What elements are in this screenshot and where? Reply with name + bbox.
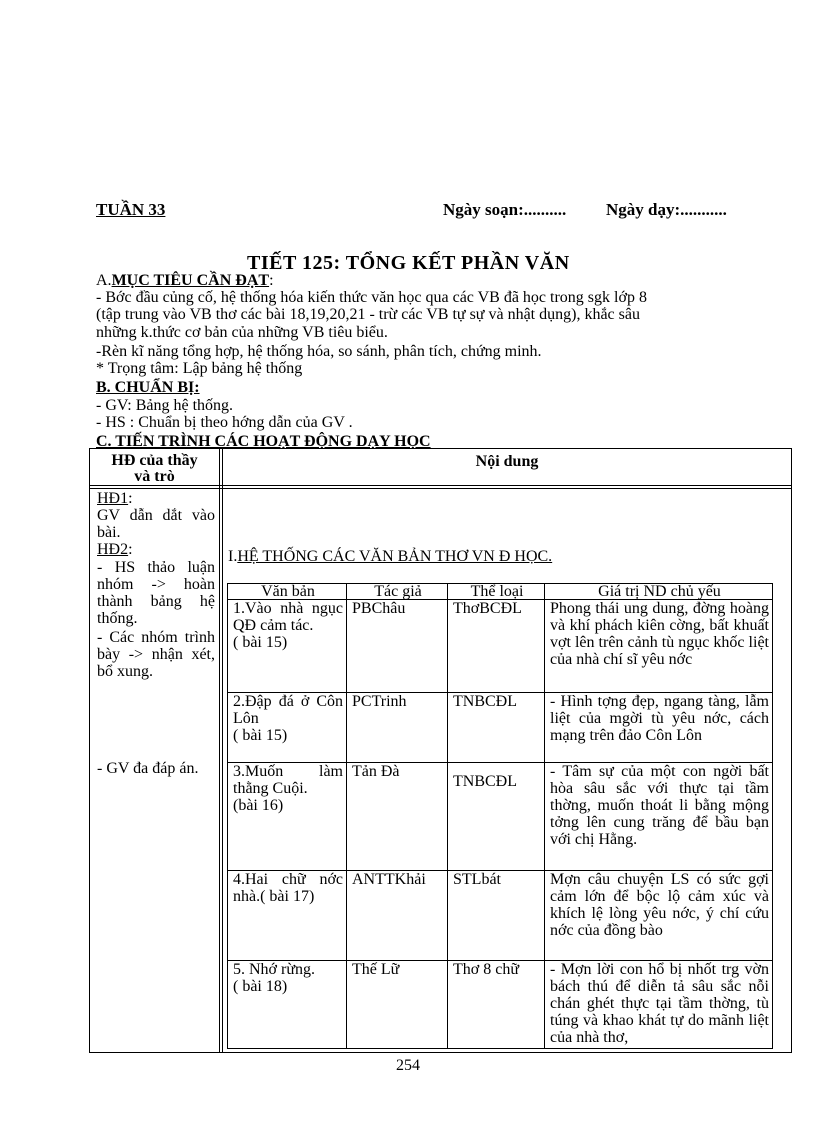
objectives-heading: A.MỤC TIÊU CẦN ĐẠT: [96, 272, 274, 289]
genre-cell: STLbát [448, 871, 545, 961]
table-header-row [228, 584, 773, 600]
work-cell: 1.Vào nhà ngục QĐ cảm tác. ( bài 15) [228, 600, 347, 693]
genre-cell: TNBCĐL [448, 763, 545, 871]
content-cell: - Hình tợng đẹp, ngang tàng, lẫm liệt của mgời tù yêu nớc, cách mạng trên đảo Côn Lôn [545, 693, 773, 763]
activity-2: HĐ2: [97, 541, 133, 558]
column-divider [219, 449, 220, 1052]
work-cell: 4.Hai chữ nớc nhà.( bài 17) [228, 871, 347, 961]
table-row [228, 961, 773, 1049]
activity-2-text: - Các nhóm trình bày -> nhận xét, bổ xung. [97, 629, 215, 680]
focus-line: * Trọng tâm: Lập bảng hệ thống [96, 360, 303, 377]
header-cell: Giá trị ND chủ yếu [545, 584, 773, 600]
content-cell: - Mợn lời con hổ bị nhốt trg vờn bách thú để diễn tả sâu sắc nỗi chán ghét thực tại tầm thờng, tù túng và khao khát tự do mãnh liệt của nhà thơ, [545, 961, 773, 1049]
table-row [228, 600, 773, 693]
process-heading: C. TIẾN TRÌNH CÁC HOẠT ĐỘNG DẠY HỌC [96, 433, 431, 450]
genre-cell: TNBCĐL [448, 693, 545, 763]
preparation-hs: - HS : Chuẩn bị theo hớng dẫn của GV . [96, 414, 353, 431]
column-divider [222, 449, 223, 1052]
section-title: I.HỆ THỐNG CÁC VĂN BẢN THƠ VN Đ HỌC. [228, 548, 553, 565]
content-cell: Mợn câu chuyện LS có sức gợi cảm lớn để bộc lộ cảm xúc và khích lệ lòng yêu nớc, ý chí cứu nớc của đồng bào [545, 871, 773, 961]
preparation-heading: B. CHUẨN BỊ: [96, 379, 200, 396]
prep-date: Ngày soạn:.......... [443, 200, 567, 219]
content-cell: Phong thái ung dung, đờng hoàng và khí phách kiên cờng, bất khuất vợt lên trên cảnh tù ngục khốc liệt của nhà chí sĩ yêu nớc [545, 600, 773, 693]
author-cell: PBChâu [347, 600, 448, 693]
author-cell: Tản Đà [347, 763, 448, 871]
teach-date: Ngày dạy:........... [606, 200, 727, 219]
work-cell: 3.Muốn làm thằng Cuội. (bài 16) [228, 763, 347, 871]
table-row [228, 693, 773, 763]
page-number: 254 [396, 1057, 420, 1074]
table-row [228, 763, 773, 871]
author-cell: Thế Lữ [347, 961, 448, 1049]
genre-cell: ThơBCĐL [448, 600, 545, 693]
table-row [228, 871, 773, 961]
activity-1: HĐ1: [97, 490, 133, 507]
activity-3-text: - GV đa đáp án. [97, 760, 199, 777]
header-cell: Tác giả [347, 584, 448, 600]
genre-cell: Thơ 8 chữ [448, 961, 545, 1049]
activity-1-text: GV dẫn dắt vào bài. [97, 507, 215, 541]
preparation-gv: - GV: Bảng hệ thống. [96, 397, 234, 414]
poetry-summary-table [227, 583, 773, 1049]
header-divider [90, 485, 791, 486]
objective-line: (tập trung vào VB thơ các bài 18,19,20,21 - trừ các VB tự sự và nhật dụng), khắc sâu [96, 306, 640, 323]
work-cell: 2.Đập đá ở Côn Lôn ( bài 15) [228, 693, 347, 763]
author-cell: PCTrinh [347, 693, 448, 763]
objective-line: - Bớc đầu củng cố, hệ thống hóa kiến thức văn học qua các VB đã học trong sgk lớp 8 [96, 289, 647, 306]
week-label: TUẦN 33 [96, 200, 166, 219]
header-divider [90, 488, 791, 489]
author-cell: ANTTKhải [347, 871, 448, 961]
objective-line: những k.thức cơ bản của những VB tiêu biểu. [96, 324, 388, 341]
col-header-content: Nội dung [475, 453, 539, 470]
work-cell: 5. Nhớ rừng. ( bài 18) [228, 961, 347, 1049]
activity-2-text: - HS thảo luận nhóm -> hoàn thành bảng hệ thống. [97, 559, 215, 627]
lesson-title: TIẾT 125: TỔNG KẾT PHẦN VĂN [247, 252, 570, 274]
content-cell: - Tâm sự của một con ngời bất hòa sâu sắc với thực tại tầm thờng, muốn thoát li bằng mộng tởng lên cung trăng để bầu bạn với chị Hằng. [545, 763, 773, 871]
header-cell: Thể loại [448, 584, 545, 600]
col-header-activity: HĐ của thầy và trò [111, 452, 198, 485]
header-cell: Văn bản [228, 584, 347, 600]
objective-line: -Rèn kĩ năng tổng hợp, hệ thống hóa, so sánh, phân tích, chứng minh. [96, 343, 542, 360]
